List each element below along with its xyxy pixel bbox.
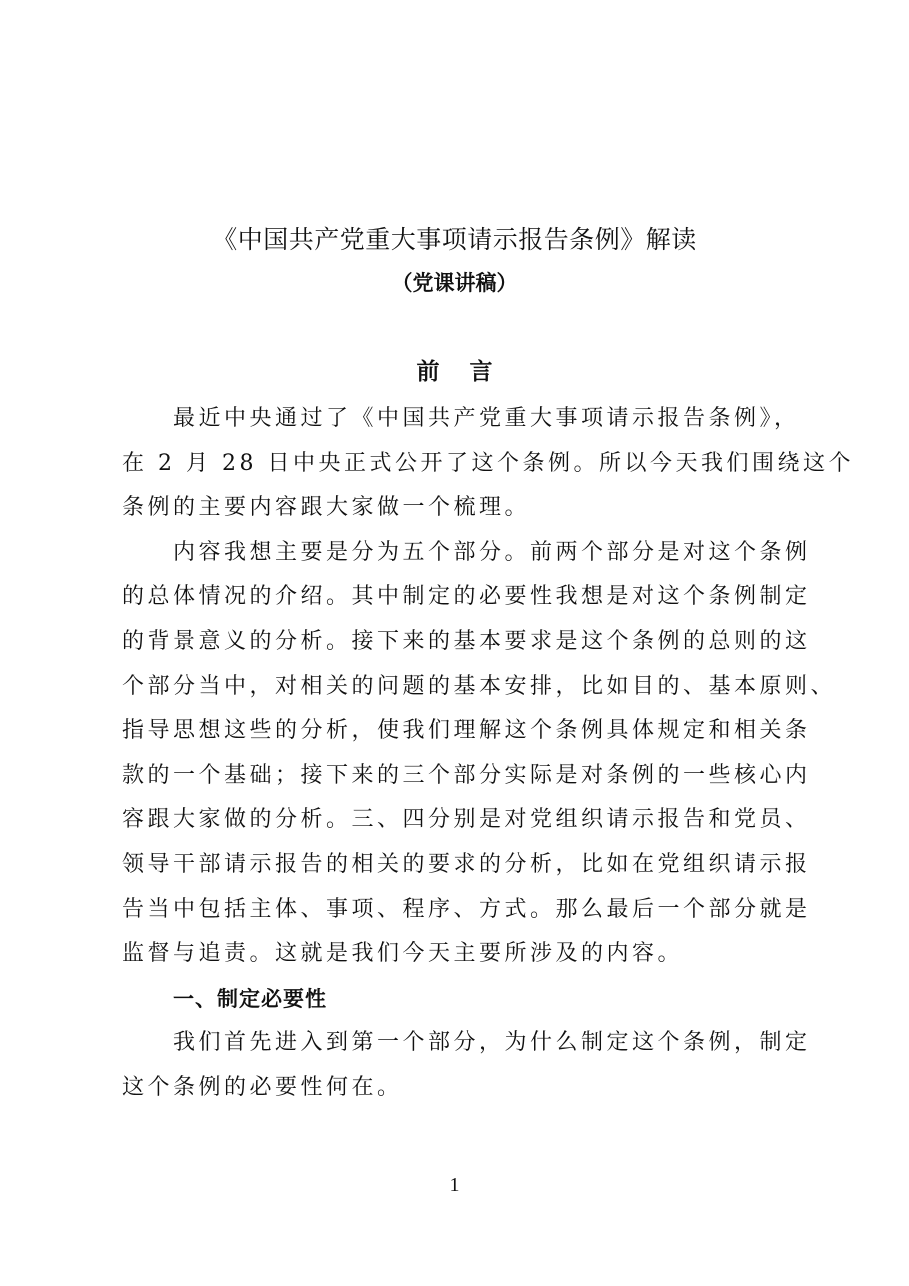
text-line: 我们首先进入到第一个部分，为什么制定这个条例，制定 xyxy=(173,1030,811,1056)
text-line: 条例的主要内容跟大家做一个梳理。 xyxy=(122,495,531,521)
document-subtitle: （党课讲稿） xyxy=(391,271,518,295)
text-line: 最近中央通过了《中国共产党重大事项请示报告条例》， xyxy=(173,406,800,431)
text-line: 监督与追责。这就是我们今天主要所涉及的内容。 xyxy=(122,941,684,967)
paragraph-outline xyxy=(122,531,837,977)
text-line: 个部分当中，对相关的问题的基本安排，比如目的、基本原则、 xyxy=(122,673,837,699)
section-heading: 一、制定必要性 xyxy=(173,986,327,1011)
text-line: 款的一个基础；接下来的三个部分实际是对条例的一些核心内 xyxy=(122,762,811,788)
text-line: 领导干部请示报告的相关的要求的分析，比如在党组织请示报 xyxy=(122,851,811,877)
page-number: 1 xyxy=(449,1174,460,1196)
text-line: 告当中包括主体、事项、程序、方式。那么最后一个部分就是 xyxy=(122,896,811,922)
text-line: 的总体情况的介绍。其中制定的必要性我想是对这个条例制定 xyxy=(122,584,811,610)
text-line: 容跟大家做的分析。三、四分别是对党组织请示报告和党员、 xyxy=(122,807,811,833)
text-line: 在 2 月 28 日中央正式公开了这个条例。所以今天我们围绕这个 xyxy=(122,450,854,476)
text-line: 指导思想这些的分析，使我们理解这个条例具体规定和相关条 xyxy=(122,718,811,744)
text-line: 的背景意义的分析。接下来的基本要求是这个条例的总则的这 xyxy=(122,628,811,654)
text-line: 这个条例的必要性何在。 xyxy=(122,1074,403,1100)
document-title: 《中国共产党重大事项请示报告条例》解读 xyxy=(212,225,697,254)
paragraph-section-1 xyxy=(122,1021,811,1110)
text-line: 内容我想主要是分为五个部分。前两个部分是对这个条例 xyxy=(173,539,811,565)
body-text xyxy=(122,397,854,1111)
preface-heading: 前言 xyxy=(416,359,523,385)
paragraph-intro xyxy=(122,397,854,531)
